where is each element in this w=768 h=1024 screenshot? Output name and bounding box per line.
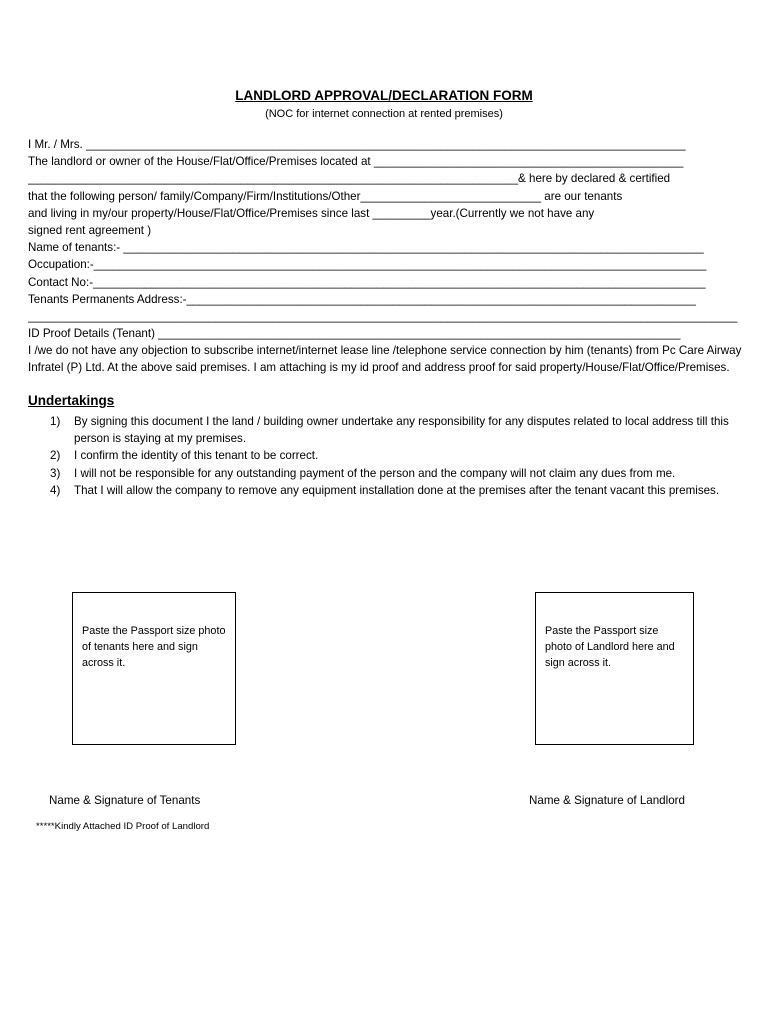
form-subtitle: (NOC for internet connection at rented premises) — [265, 108, 503, 120]
list-number: 1) — [50, 415, 61, 428]
declaration-paragraph: I /we do not have any objection to subscribe internet/internet lease line /telephone service connection by him (tenants) from Pc Care Airway Infratel (P) Ltd. At the above said premises. I am attaching is my id proof and address proof for said property/House/Flat/Office/Premises. — [28, 344, 742, 375]
tenant-photo-box[interactable] — [72, 592, 236, 745]
tenant-name-line: Name of tenants:- __________________________________________________________________________________________ — [28, 241, 704, 255]
footnote: *****Kindly Attached ID Proof of Landlord — [36, 821, 210, 832]
tenant-photo-instructions: Paste the Passport size photo of tenants here and sign across it. — [82, 625, 226, 669]
landlord-name-line: I Mr. / Mrs. _____________________________________________________________________________________________ — [28, 138, 686, 151]
undertakings-list — [50, 413, 750, 499]
landlord-photo-instructions: Paste the Passport size photo of Landlord here and sign across it. — [545, 625, 675, 669]
list-item — [50, 447, 750, 464]
form-title: LANDLORD APPROVAL/DECLARATION FORM — [235, 88, 533, 103]
tenant-signature-label: Name & Signature of Tenants — [49, 794, 201, 807]
property-location-line: The landlord or owner of the House/Flat/Office/Premises located at ________________________________________________ — [28, 155, 684, 169]
undertakings-heading: Undertakings — [28, 393, 115, 408]
list-text: I confirm the identity of this tenant to be correct. — [74, 449, 319, 463]
property-location-continued-line: ____________________________________________________________________________& here by declared & certified — [28, 172, 671, 186]
list-number: 3) — [50, 466, 61, 480]
list-text: That I will allow the company to remove any equipment installation done at the premises after the tenant vacant this premises. — [74, 483, 720, 497]
permanent-address-line: Tenants Permanents Address:-_______________________________________________________________________________ — [28, 292, 696, 306]
landlord-signature-label: Name & Signature of Landlord — [529, 794, 685, 807]
list-item — [50, 482, 750, 499]
list-item — [50, 413, 750, 447]
list-item — [50, 465, 750, 482]
permanent-address-continued-line: ______________________________________________________________________________________________________________ — [28, 309, 738, 323]
id-proof-line: ID Proof Details (Tenant) _________________________________________________________________________________ — [28, 327, 681, 341]
contact-line: Contact No:-_______________________________________________________________________________________________ — [28, 275, 706, 289]
form-body — [28, 136, 744, 377]
occupation-line: Occupation:-_______________________________________________________________________________________________ — [28, 258, 707, 272]
rent-agreement-line: signed rent agreement ) — [28, 223, 152, 237]
list-text: By signing this document I the land / building owner undertake any responsibility for any disputes related to local address till this person is staying at my premises. — [74, 415, 729, 446]
living-since-line: and living in my/our property/House/Flat/Office/Premises since last _________year.(Currently we not have any — [28, 206, 595, 220]
list-number: 2) — [50, 449, 61, 463]
tenant-type-line: that the following person/ family/Company/Firm/Institutions/Other____________________________ are our tenants — [28, 189, 623, 203]
list-number: 4) — [50, 483, 61, 497]
list-text: I will not be responsible for any outstanding payment of the person and the company will not claim any dues from me. — [74, 466, 676, 480]
landlord-photo-box[interactable] — [535, 592, 694, 745]
